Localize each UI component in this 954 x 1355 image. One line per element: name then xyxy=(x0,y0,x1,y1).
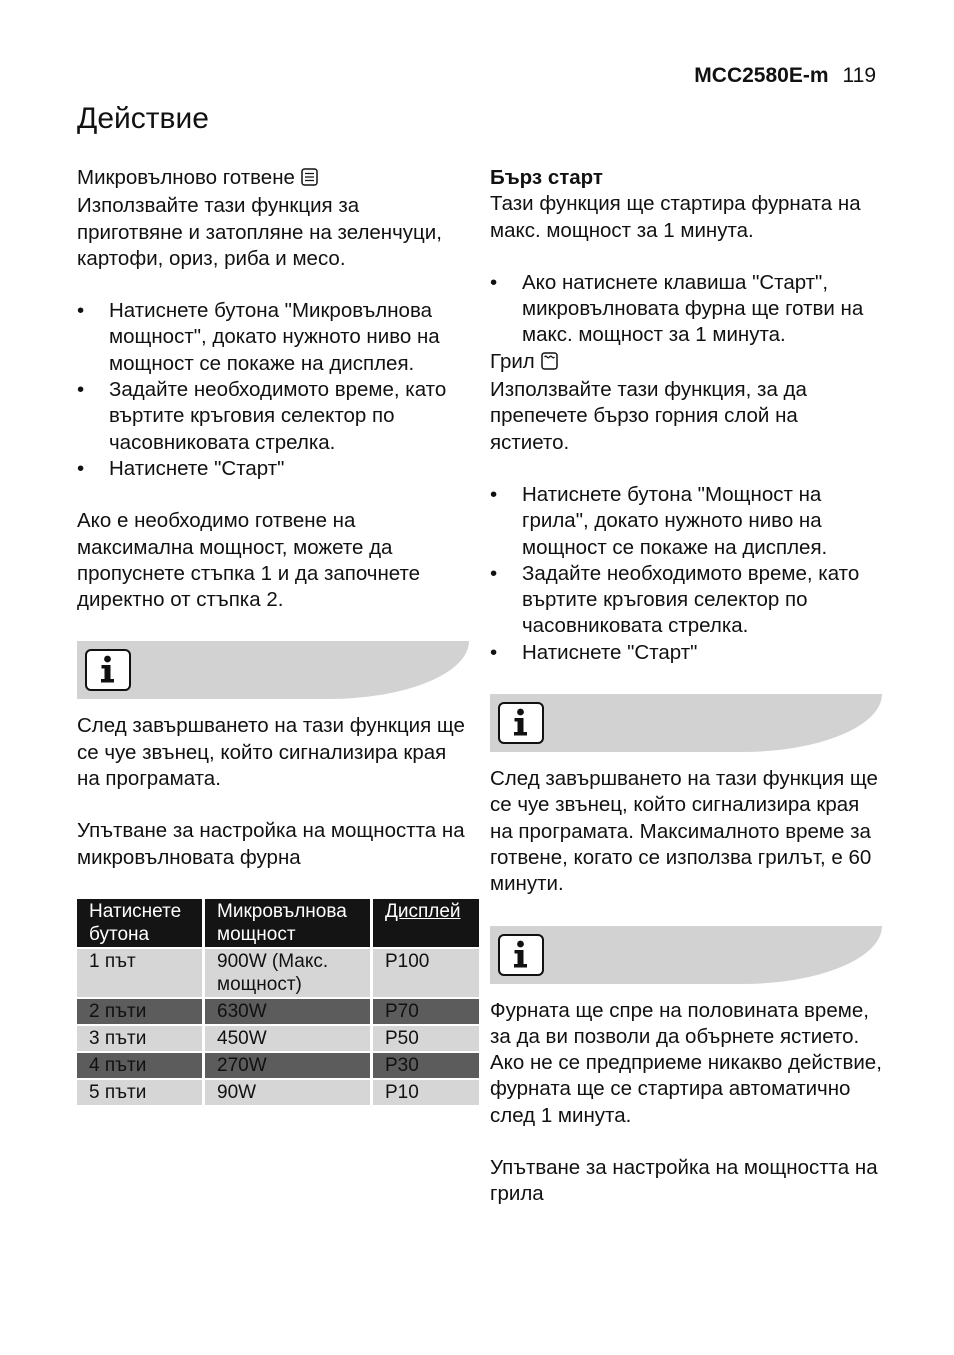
page-title: Действие xyxy=(77,102,209,135)
table-cell: 630W xyxy=(204,998,372,1025)
table-cell: 4 пъти xyxy=(77,1052,204,1079)
table-header-row xyxy=(77,899,479,948)
list-item: • Натиснете бутона "Микровълнова мощност", докато нужното ниво на мощност се покаже на дисплея. xyxy=(77,298,469,377)
info-text: Ако не се предприеме никакво действие, фурната ще се стартира автоматично след 1 минута. xyxy=(490,1051,882,1127)
table-row xyxy=(77,998,479,1025)
table-cell: 2 пъти xyxy=(77,998,204,1025)
grill-description: Използвайте тази функция, за да препечете бързо горния слой на ястието. xyxy=(490,378,807,454)
grill-icon xyxy=(541,351,558,377)
list-item: • Натиснете "Старт" xyxy=(490,640,882,666)
table-cell: 900W (Макс. мощност) xyxy=(204,948,372,998)
table-header: Натиснете бутона xyxy=(77,899,204,948)
grill-heading: Грил xyxy=(490,349,882,377)
quick-start-heading: Бърз старт xyxy=(490,166,603,189)
max-power-note: Ако е необходимо готвене на максимална мощност, можете да пропуснете стъпка 1 и да започнете директно от стъпка 2. xyxy=(77,509,421,612)
list-item: • Натиснете "Старт" xyxy=(77,456,469,482)
table-cell: 5 пъти xyxy=(77,1079,204,1105)
table-row xyxy=(77,1025,479,1052)
table-row xyxy=(77,1052,479,1079)
quick-start-description: Тази функция ще стартира фурната на макс. мощност за 1 минута. xyxy=(490,192,861,242)
table-cell: 1 път xyxy=(77,948,204,998)
microwave-waves-icon xyxy=(301,167,318,193)
info-text: Фурната ще спре на половината време, за да ви позволи да обърнете ястието. xyxy=(490,998,869,1048)
info-banner xyxy=(77,641,469,699)
microwave-steps xyxy=(77,298,469,482)
table-cell: 270W xyxy=(204,1052,372,1079)
table-row xyxy=(77,1079,479,1105)
list-item: • Задайте необходимото време, като въртите кръговия селектор по часовниковата стрелка. xyxy=(490,561,882,640)
table-header: Микровълнова мощност xyxy=(204,899,372,948)
info-text: След завършването на тази функция ще се чуе звънец, който сигнализира края на програмата. xyxy=(77,714,465,791)
table-header: Дисплей xyxy=(385,900,461,922)
left-column xyxy=(77,165,469,1105)
list-item: • Задайте необходимото време, като въртите кръговия селектор по часовниковата стрелка. xyxy=(77,377,469,456)
table-cell: P30 xyxy=(372,1052,480,1079)
microwave-description: Използвайте тази функция за приготвяне и затопляне на зеленчуци, картофи, ориз, риба и месо. xyxy=(77,194,442,270)
page-header xyxy=(694,64,876,88)
info-icon xyxy=(498,934,544,976)
table-cell: 90W xyxy=(204,1079,372,1105)
model-name: MCC2580E-m xyxy=(694,64,829,87)
list-item: • Натиснете бутона "Мощност на грила", докато нужното ниво на мощност се покаже на дисплея. xyxy=(490,482,882,561)
power-table xyxy=(77,899,479,1105)
grill-table-heading: Упътване за настройка на мощността на грила xyxy=(490,1156,878,1206)
table-cell: P70 xyxy=(372,998,480,1025)
table-cell: P100 xyxy=(372,948,480,998)
info-icon xyxy=(85,649,131,691)
table-row xyxy=(77,948,479,998)
grill-steps xyxy=(490,482,882,666)
info-banner xyxy=(490,926,882,984)
quick-start-steps xyxy=(490,270,882,349)
table-cell: P50 xyxy=(372,1025,480,1052)
page-number: 119 xyxy=(842,64,876,87)
info-text: След завършването на тази функция ще се чуе звънец, който сигнализира края на програмата. Максималното време за готвене, когато се използва грилът, е 60 минути. xyxy=(490,767,878,896)
table-cell: 3 пъти xyxy=(77,1025,204,1052)
right-column xyxy=(490,165,882,1208)
microwave-heading: Микровълново готвене xyxy=(77,165,469,193)
info-banner xyxy=(490,694,882,752)
info-icon xyxy=(498,702,544,744)
table-cell: 450W xyxy=(204,1025,372,1052)
table-cell: P10 xyxy=(372,1079,480,1105)
list-item: • Ако натиснете клавиша "Старт", микровълновата фурна ще готви на макс. мощност за 1 минута. xyxy=(490,270,882,349)
power-table-heading: Упътване за настройка на мощността на микровълновата фурна xyxy=(77,819,465,869)
